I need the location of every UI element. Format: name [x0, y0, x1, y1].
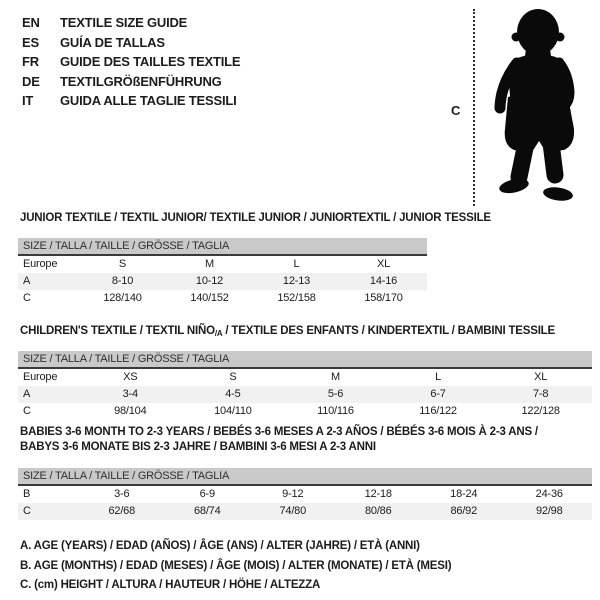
language-row [22, 13, 240, 33]
junior-section-title: JUNIOR TEXTILE / TEXTIL JUNIOR/ TEXTILE JUNIOR / JUNIORTEXTIL / JUNIOR TESSILE [20, 212, 491, 224]
age-cell: 6-7 [430, 388, 446, 400]
babies-size-table [18, 468, 592, 520]
age-cell: 24-36 [535, 488, 563, 500]
height-cell: 62/68 [108, 505, 136, 517]
children-title-text: CHILDREN'S TEXTILE / TEXTIL NIÑO [20, 325, 215, 337]
babies-title-line2: BABYS 3-6 MONATE BIS 2-3 JAHRE / BAMBINI 3-6 MESI A 2-3 ANNI [20, 441, 376, 453]
children-size-table [18, 351, 592, 420]
age-cell: 9-12 [282, 488, 304, 500]
language-title: GUIDA ALLE TAGLIE TESSILI [60, 93, 237, 108]
height-cell: 128/140 [103, 292, 142, 304]
age-cell: 12-13 [282, 275, 311, 287]
age-cell: 3-4 [122, 388, 138, 400]
height-measure-dotted-line [473, 9, 475, 206]
size-cell: S [229, 371, 237, 383]
size-cell: S [118, 258, 127, 270]
language-row [22, 72, 240, 92]
height-cell: 122/128 [521, 405, 560, 417]
height-cell: 158/170 [364, 292, 403, 304]
size-cell: M [205, 258, 214, 270]
language-code: EN [22, 15, 40, 30]
baby-silhouette-icon [487, 5, 593, 210]
age-cell: 4-5 [225, 388, 241, 400]
row-label: C [23, 505, 31, 517]
babies-title-line1: BABIES 3-6 MONTH TO 2-3 YEARS / BEBÉS 3-6 MESES A 2-3 AÑOS / BÉBÉS 3-6 MOIS À 2-3 ANS / [20, 426, 538, 438]
language-code: IT [22, 93, 34, 108]
age-cell: 7-8 [533, 388, 549, 400]
language-row [22, 52, 240, 72]
size-cell: L [293, 258, 300, 270]
age-cell: 18-24 [450, 488, 478, 500]
height-cell: 86/92 [450, 505, 478, 517]
note-age-years: A. AGE (YEARS) / EDAD (AÑOS) / ÂGE (ANS) / ALTER (JAHRE) / ETÀ (ANNI) [20, 540, 420, 552]
row-label: A [23, 275, 31, 287]
junior-size-table [18, 238, 427, 307]
language-code: DE [22, 73, 40, 89]
size-cell: XL [534, 371, 548, 383]
height-cell: 74/80 [279, 505, 307, 517]
height-cell: 104/110 [214, 405, 252, 417]
size-cell: L [435, 371, 442, 383]
table-row [18, 503, 592, 520]
language-title: TEXTILGRÖßENFÜHRUNG [60, 73, 222, 89]
height-cell: 68/74 [193, 505, 221, 517]
row-label: C [23, 292, 31, 304]
language-title: GUÍA DE TALLAS [60, 34, 165, 50]
language-title: TEXTILE SIZE GUIDE [60, 15, 188, 30]
language-row [22, 91, 240, 111]
age-cell: 6-9 [199, 488, 215, 500]
row-label: A [23, 388, 31, 400]
children-title-subscript: /A [214, 329, 223, 338]
height-cell: 140/152 [190, 292, 229, 304]
age-cell: 14-16 [369, 275, 398, 287]
age-cell: 10-12 [195, 275, 224, 287]
age-cell: 12-18 [364, 488, 392, 500]
row-label: B [23, 488, 31, 500]
table-row [18, 486, 592, 503]
size-cell: XL [376, 258, 391, 270]
row-label: Europe [23, 258, 58, 270]
children-section-title [20, 324, 555, 341]
table-row [18, 256, 427, 273]
babies-section-title [20, 425, 538, 455]
table-row [18, 386, 592, 403]
language-title: GUIDE DES TAILLES TEXTILE [60, 54, 241, 69]
size-cell: XS [123, 371, 138, 383]
children-title-text: / TEXTILE DES ENFANTS / KINDERTEXTIL / BAMBINI TESSILE [222, 325, 555, 337]
height-cell: 80/86 [364, 505, 392, 517]
note-age-months: B. AGE (MONTHS) / EDAD (MESES) / ÂGE (MOIS) / ALTER (MONATE) / ETÀ (MESI) [20, 559, 452, 572]
age-cell: 8-10 [111, 275, 134, 287]
height-cell: 92/98 [535, 505, 563, 517]
height-cell: 152/158 [277, 292, 316, 304]
age-cell: 5-6 [327, 388, 344, 400]
language-code: FR [22, 54, 39, 69]
height-cell: 110/116 [317, 405, 354, 417]
height-cell: 116/122 [419, 405, 457, 417]
table-row [18, 290, 427, 307]
note-height-cm: C. (cm) HEIGHT / ALTURA / HAUTEUR / HÖHE / ALTEZZA [20, 579, 321, 591]
size-header-bar: SIZE / TALLA / TAILLE / GRÖSSE / TAGLIA [18, 468, 592, 486]
row-label: Europe [23, 371, 58, 383]
legend-notes [20, 537, 451, 596]
age-cell: 3-6 [114, 488, 130, 500]
language-title-list [22, 13, 240, 111]
table-row [18, 369, 592, 386]
size-cell: M [331, 371, 340, 383]
table-row [18, 403, 592, 420]
height-cell: 98/104 [114, 405, 147, 417]
language-row [22, 33, 240, 53]
language-code: ES [22, 34, 39, 50]
table-row [18, 273, 427, 290]
size-header-bar: SIZE / TALLA / TAILLE / GRÖSSE / TAGLIA [18, 238, 427, 256]
height-measure-label: C [451, 103, 461, 118]
row-label: C [23, 405, 31, 417]
size-header-bar: SIZE / TALLA / TAILLE / GRÖSSE / TAGLIA [18, 351, 592, 369]
